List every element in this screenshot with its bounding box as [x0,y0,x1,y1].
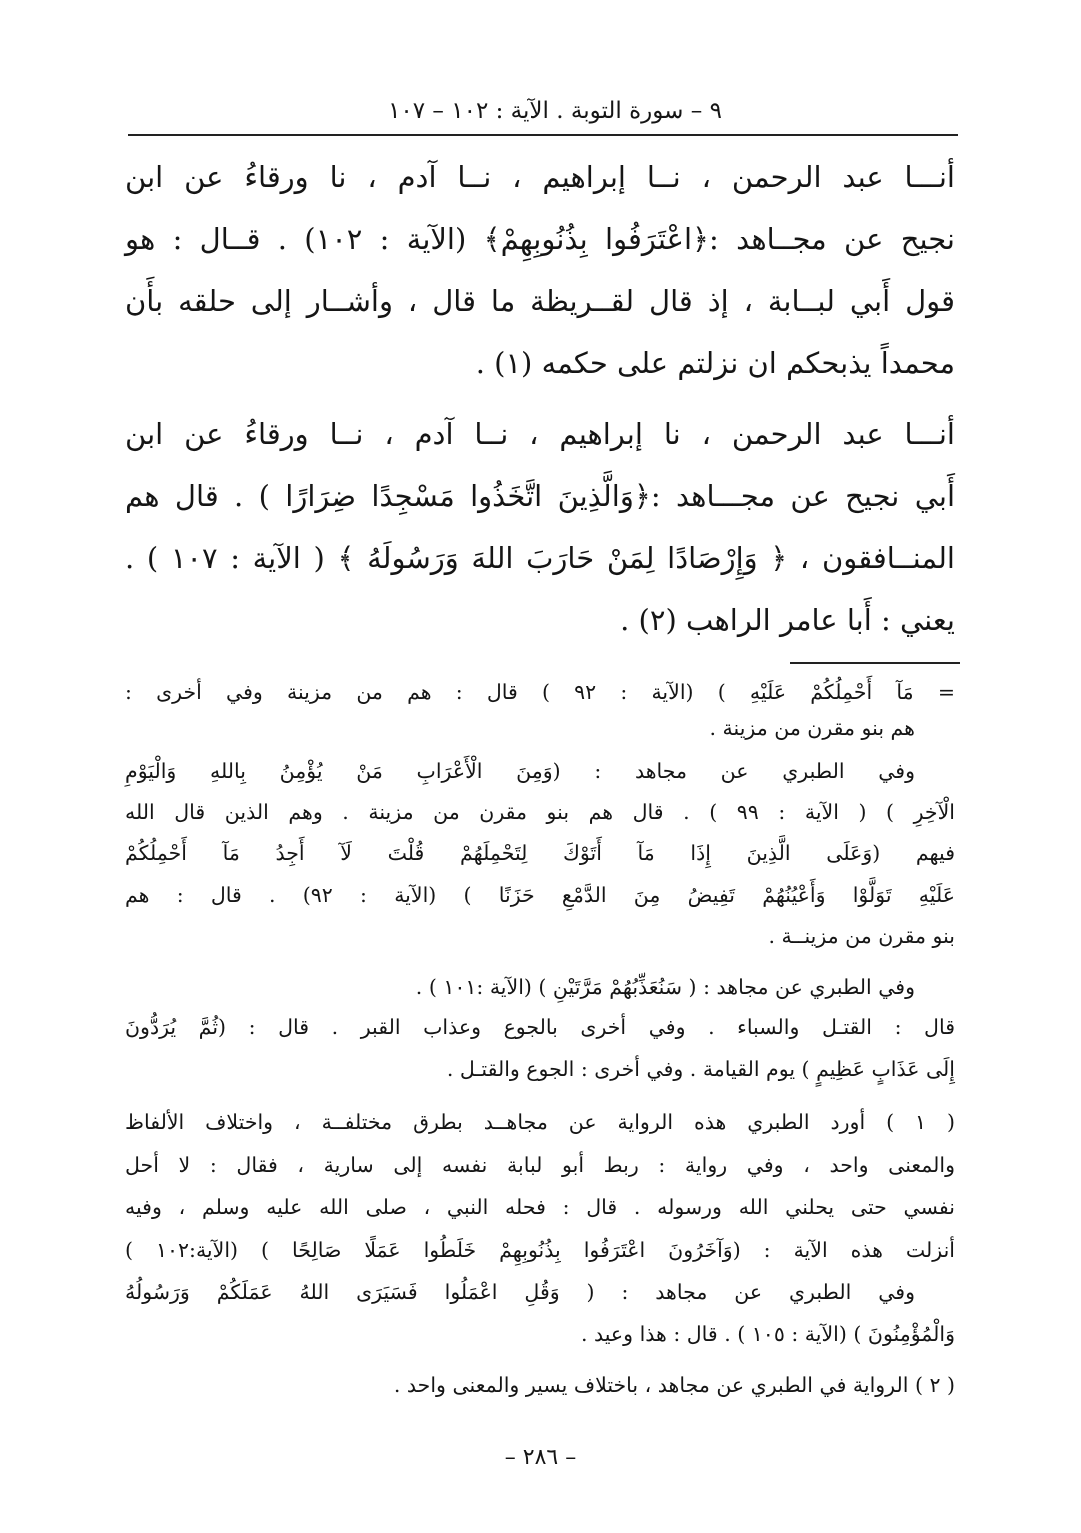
body-line: المنــافقون ، ﴿ وَإِرْصَادًا لِمَنْ حَارَبَ اللهَ وَرَسُولَهُ ﴾ ( الآية : ١٠٧ ) . [125,541,955,575]
footnote-line: هم بنو مقرن من مزينة . [709,716,915,740]
body-line: قول أَبي لبــابة ، إذ قال لقــريظة ما قال ، وأشــار إلى حلقه بأَن [125,284,955,318]
footnote-line: ( ٢ ) الرواية في الطبري عن مجاهد ، باختلاف يسير والمعنى واحد . [393,1373,955,1397]
footnote-line: فيهم (وَعَلَى الَّذِينَ إِذَا مَآ أَتَوْكَ لِتَحْمِلَهُمْ قُلْتَ لَآ أَجِدُ مَآ أَحْمِلُكُمْ [125,841,955,865]
footnote-line: وفي الطبري عن مجاهد : (وَمِنَ الْأَعْرَابِ مَنْ يُؤْمِنُ بِاللهِ وَالْيَوْمِ [125,759,915,783]
footnote-line: نفسي حتى يحلني الله ورسوله . قال : فحله النبي ، صلى الله عليه وسلم ، وفيه [125,1195,955,1219]
body-line: أنـــا عبد الرحمن ، نــا إبراهيم ، نــا آدم ، نا ورقاءُ عن ابن [125,160,955,194]
footnote-line: بنو مقرن من مزينــة . [768,924,955,948]
body-line: يعني : أَبا عامر الراهب (٢) . [620,603,955,637]
footnote-rule [790,662,960,664]
footnote-line: ( ١ ) أورد الطبري هذه الرواية عن مجاهــد بطرق مختلفــة ، واختلاف الألفاظ [125,1110,956,1134]
running-head: ٩ – سورة التوبة . الآية : ١٠٢ – ١٠٧ [388,98,722,124]
footnote-line: قال : القتـل والسباء . وفي أخرى بالجوع وعذاب القبر . قال : (ثُمَّ يُرَدُّونَ [125,1015,955,1039]
footnote-line: = مَآ أَحْمِلُكُمْ عَلَيْهِ ) (الآية : ٩٢ ) قال : هم من مزينة وفي أخرى : [125,680,956,704]
body-line: أنـــا عبد الرحمن ، نا إبراهيم ، نــا آدم ، نــا ورقاءُ عن ابن [125,417,955,451]
header-rule [128,134,958,136]
body-line: محمداً يذبحكم ان نزلتم على حكمه (١) . [475,346,955,380]
footnote-line: والمعنى واحد ، وفي رواية : ربط أبو لبابة نفسه إلى سارية ، فقال : لا أحل [125,1153,955,1177]
page-number: – ٢٨٦ – [504,1445,577,1470]
footnote-line: الْآخِرِ ) ( الآية : ٩٩ ) . قال هم بنو مقرن من مزينة . وهم الذين قال الله [125,800,955,824]
body-line: أَبي نجيح عن مجـــاهد :﴿وَالَّذِينَ اتَّخَذُوا مَسْجِدًا ضِرَارًا ) . قال هم [125,479,955,513]
footnote-line: وفي الطبري عن مجاهد : ( وَقُلِ اعْمَلُوا فَسَيَرَى اللهُ عَمَلَكُمْ وَرَسُولُهُ [125,1280,915,1304]
footnote-line: وَالْمُؤْمِنُونَ ) (الآية : ١٠٥ ) . قال : هذا وعيد . [580,1322,955,1346]
footnote-line: عَلَيْهِ تَوَلَّوْا وَأَعْيُنُهُمْ تَفِيضُ مِنَ الدَّمْعِ حَزَنًا ) (الآية : ٩٢) . قال : هم [125,883,955,907]
body-line: نجيح عن مجــاهد :﴿اعْتَرَفُوا بِذُنُوبِهِمْ﴾ (الآية : ١٠٢) . قــال : هو [125,222,955,256]
footnote-line: إِلَى عَذَابٍ عَظِيمٍ ) يوم القيامة . وفي أخرى : الجوع والقتـل . [446,1057,955,1081]
footnote-line: أنزلت هذه الآية : (وَآخَرُونَ اعْتَرَفُوا بِذُنُوبِهِمْ خَلَطُوا عَمَلًا صَالِحًا ) (الآية:١٠٢ ) [125,1238,955,1262]
footnote-line: وفي الطبري عن مجاهد : ( سَنُعَذِّبُهُمْ مَرَّتَيْنِ ) (الآية :١٠١ ) . [415,975,915,999]
